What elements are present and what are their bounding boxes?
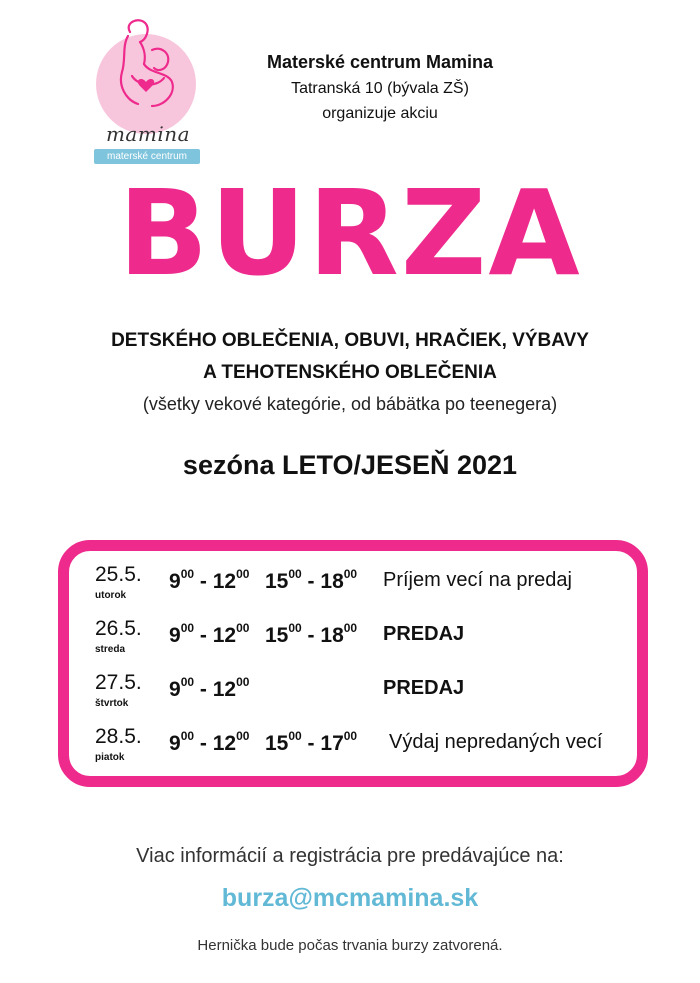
organizer-line: organizuje akciu xyxy=(322,105,438,122)
schedule-day: piatok xyxy=(95,752,125,763)
time-range-morning: $9^{00} - 12^{00}$ xyxy=(169,675,250,701)
time-range-morning: $9^{00} - 12^{00}$ xyxy=(169,567,250,593)
time-range-morning: $9^{00} - 12^{00}$ xyxy=(169,729,250,755)
mother-child-heart-icon xyxy=(102,16,192,121)
info-text: Viac informácií a registrácia pre predávajúce na: xyxy=(136,845,564,867)
schedule-label: Príjem vecí na predaj xyxy=(383,569,572,591)
time-range-afternoon: $15^{00} - 18^{00}$ xyxy=(265,621,358,647)
schedule-label: PREDAJ xyxy=(383,623,465,645)
schedule-date: 28.5. xyxy=(95,725,142,748)
time-range-afternoon: $15^{00} - 18^{00}$ xyxy=(265,567,358,593)
schedule-day: streda xyxy=(95,644,126,655)
time-range-afternoon: $15^{00} - 17^{00}$ xyxy=(265,729,358,755)
schedule-row xyxy=(69,617,637,667)
schedule-date: 25.5. xyxy=(95,563,142,586)
schedule-label: PREDAJ xyxy=(383,677,465,699)
schedule-day: utorok xyxy=(95,590,127,601)
schedule-box xyxy=(58,540,648,787)
page-title: BURZA xyxy=(118,164,582,302)
schedule-row xyxy=(69,563,637,613)
subtitle-line-1: DETSKÉHO OBLEČENIA, OBUVI, HRAČIEK, VÝBAVY xyxy=(111,330,589,351)
schedule-date: 26.5. xyxy=(95,617,142,640)
organizer-address: Tatranská 10 (bývala ZŠ) xyxy=(291,80,469,97)
schedule-row xyxy=(69,725,637,775)
season-heading: sezóna LETO/JESEŇ 2021 xyxy=(182,450,518,480)
schedule-label: Výdaj nepredaných vecí xyxy=(389,731,603,753)
subtitle-line-2: A TEHOTENSKÉHO OBLEČENIA xyxy=(203,362,497,383)
organizer-name: Materské centrum Mamina xyxy=(266,52,494,72)
email-link[interactable]: burza@mcmamina.sk xyxy=(221,884,479,912)
schedule-day: štvrtok xyxy=(95,698,129,709)
logo xyxy=(88,12,208,162)
subtitle-line-3: (všetky vekové kategórie, od bábätka po teenegera) xyxy=(142,394,558,414)
schedule-row xyxy=(69,671,637,721)
logo-wordmark: mamina xyxy=(105,122,191,146)
closure-note: Hernička bude počas trvania burzy zatvorená. xyxy=(197,937,503,954)
logo-tagline: materské centrum xyxy=(94,149,200,164)
schedule-date: 27.5. xyxy=(95,671,142,694)
time-range-morning: $9^{00} - 12^{00}$ xyxy=(169,621,250,647)
